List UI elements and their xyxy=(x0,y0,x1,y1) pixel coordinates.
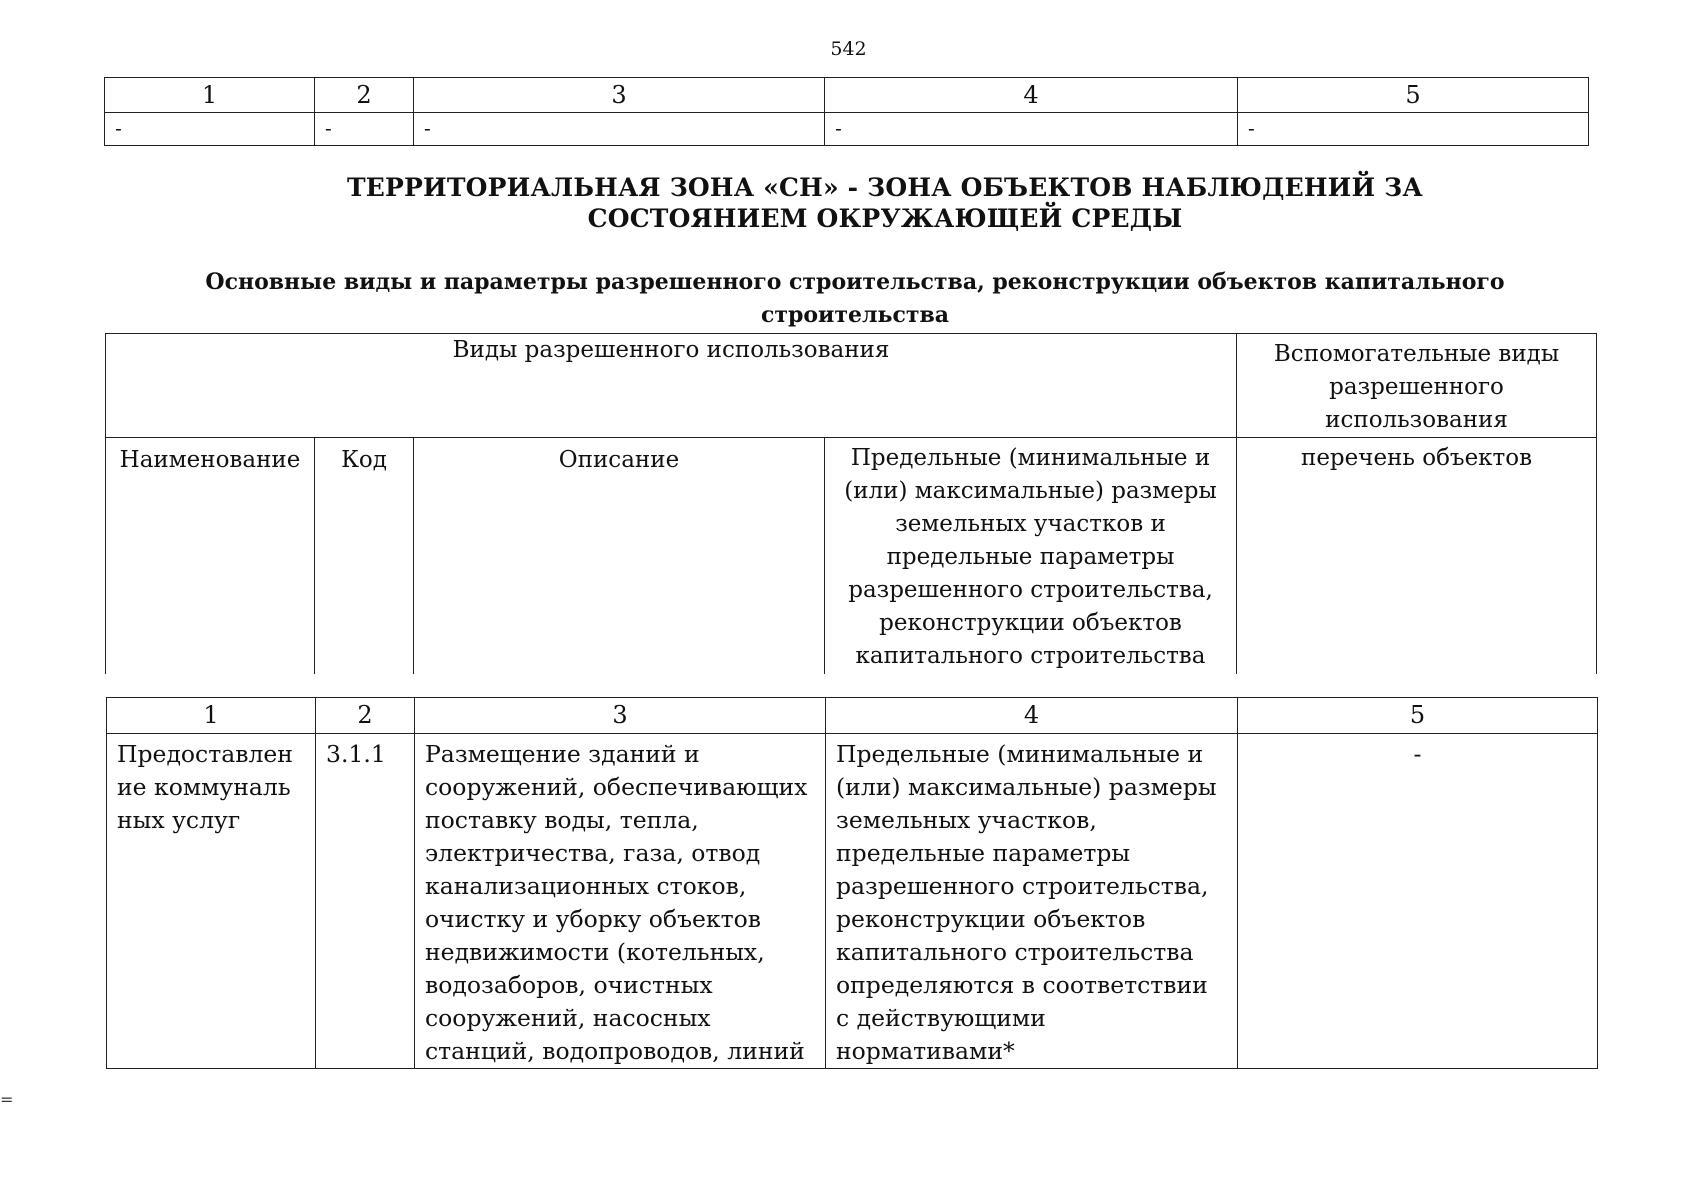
table-cell: - xyxy=(315,113,414,146)
column-number: 2 xyxy=(315,78,414,113)
margin-mark: = xyxy=(0,1090,14,1109)
use-description-cell: Размещение зданий и сооружений, обеспечивающих поставку воды, тепла, электричества, газа, отвод канализационных стоков, очистку и уборку объектов недвижимости (котельных, водозаборов, очистных сооружений, насосных станций, водопроводов, линий xyxy=(415,734,826,1069)
table-cell: - xyxy=(1238,113,1589,146)
use-name-cell: Предоставление коммунальных услуг xyxy=(107,734,316,1069)
auxiliary-uses-header: Вспомогательные виды разрешенного использования xyxy=(1237,334,1597,438)
column-objects-header: перечень объектов xyxy=(1237,438,1597,675)
column-number: 5 xyxy=(1238,698,1598,734)
table-row xyxy=(105,113,1589,146)
table-row xyxy=(107,734,1598,1069)
column-number: 5 xyxy=(1238,78,1589,113)
zone-title: ТЕРРИТОРИАЛЬНАЯ ЗОНА «СН» - ЗОНА ОБЪЕКТОВ НАБЛЮДЕНИЙ ЗА СОСТОЯНИЕМ ОКРУЖАЮЩЕЙ СРЕДЫ xyxy=(347,173,1423,233)
column-number: 3 xyxy=(415,698,826,734)
column-number: 1 xyxy=(107,698,316,734)
column-code-header: Код xyxy=(315,438,414,675)
permitted-uses-header: Виды разрешенного использования xyxy=(106,334,1237,438)
column-number: 3 xyxy=(414,78,825,113)
section-subtitle: Основные виды и параметры разрешенного строительства, реконструкции объектов капитального строительства xyxy=(205,269,1505,328)
continuation-table xyxy=(104,77,1589,146)
group-header-row xyxy=(106,334,1597,438)
table-header-row xyxy=(105,78,1589,113)
main-table xyxy=(106,697,1598,1069)
page-number: 542 xyxy=(830,38,867,60)
table-header-row xyxy=(107,698,1598,734)
column-parameters-header: Предельные (минимальные и (или) максимальные) размеры земельных участков и предельные параметры разрешенного строительства, реконструкции объектов капитального строительства xyxy=(825,438,1237,675)
column-number: 4 xyxy=(826,698,1238,734)
table-cell: - xyxy=(825,113,1238,146)
column-description-header: Описание xyxy=(414,438,825,675)
table-cell: - xyxy=(414,113,825,146)
column-header-row xyxy=(106,438,1597,675)
column-name-header: Наименование xyxy=(106,438,315,675)
table-cell: - xyxy=(105,113,315,146)
auxiliary-uses-cell: - xyxy=(1238,734,1598,1069)
use-parameters-cell: Предельные (минимальные и (или) максимальные) размеры земельных участков, предельные параметры разрешенного строительства, реконструкции объектов капитального строительства определяются в соответствии с действующими нормативами* xyxy=(826,734,1238,1069)
header-table xyxy=(105,333,1597,674)
column-number: 1 xyxy=(105,78,315,113)
column-number: 4 xyxy=(825,78,1238,113)
use-code-cell: 3.1.1 xyxy=(316,734,415,1069)
column-number: 2 xyxy=(316,698,415,734)
